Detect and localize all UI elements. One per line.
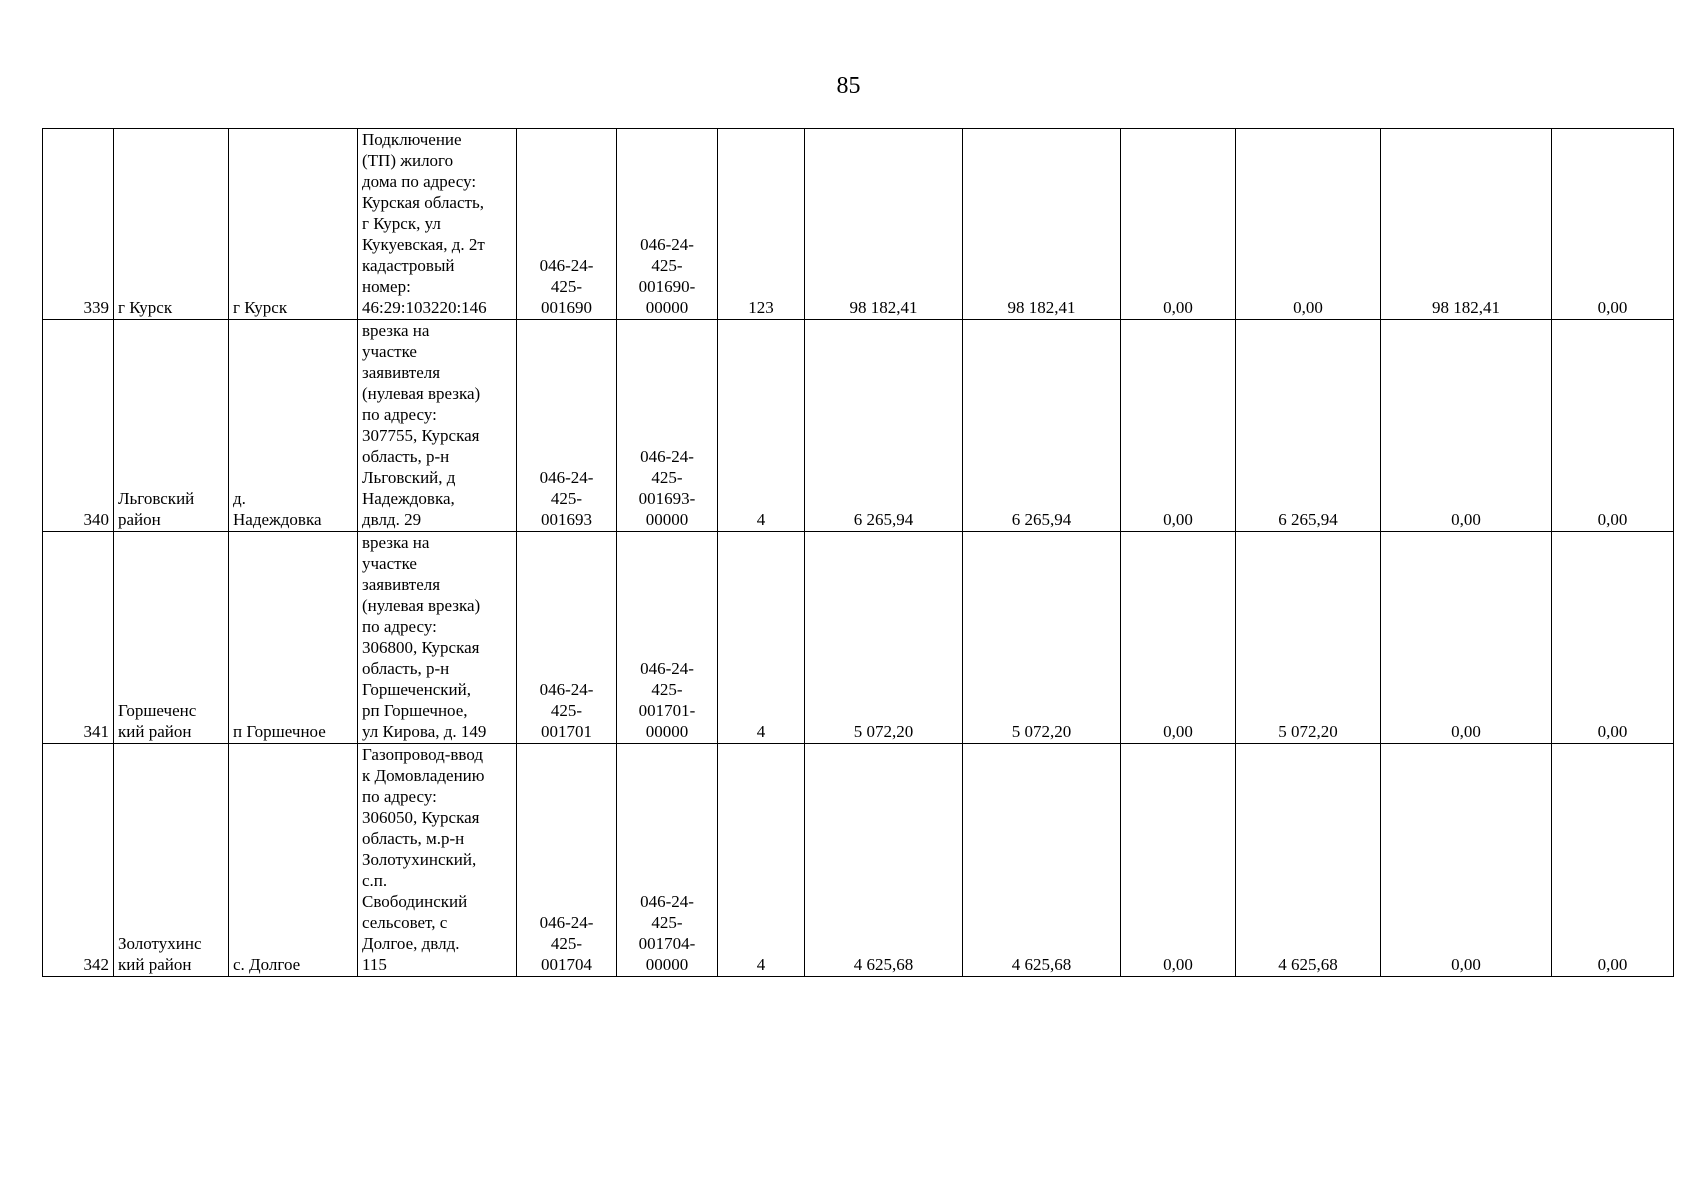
amount-cell: 5 072,20 [805,532,963,744]
settlement-cell: п Горшечное [229,532,358,744]
quantity-cell: 4 [718,532,805,744]
row-number-cell: 342 [43,744,114,977]
table-row [43,744,1674,977]
value-cell: 0,00 [1552,129,1674,320]
amount-cell: 98 182,41 [963,129,1121,320]
row-number-cell: 341 [43,532,114,744]
code-cell: 046-24- 425- 001704 [517,744,617,977]
amount-cell: 5 072,20 [963,532,1121,744]
district-cell: Льговский район [114,320,229,532]
amount-cell: 4 625,68 [963,744,1121,977]
quantity-cell: 123 [718,129,805,320]
amount-cell: 4 625,68 [805,744,963,977]
value-cell: 98 182,41 [1381,129,1552,320]
value-cell: 0,00 [1552,744,1674,977]
district-cell: Горшеченс кий район [114,532,229,744]
data-table [42,128,1674,977]
amount-cell: 98 182,41 [805,129,963,320]
district-cell: Золотухинс кий район [114,744,229,977]
value-cell: 0,00 [1552,532,1674,744]
page-number: 85 [836,73,861,99]
description-cell: Газопровод-ввод к Домовладению по адресу: 306050, Курская область, м.р-н Золотухинский, с.п. Свободинский сельсовет, с Долгое, двлд. 115 [358,744,517,977]
code-cell: 046-24- 425- 001693 [517,320,617,532]
table-row [43,320,1674,532]
value-cell: 0,00 [1381,532,1552,744]
value-cell: 0,00 [1236,129,1381,320]
quantity-cell: 4 [718,744,805,977]
row-number-cell: 340 [43,320,114,532]
value-cell: 0,00 [1381,744,1552,977]
full-code-cell: 046-24- 425- 001693- 00000 [617,320,718,532]
value-cell: 0,00 [1121,320,1236,532]
value-cell: 0,00 [1552,320,1674,532]
value-cell: 4 625,68 [1236,744,1381,977]
quantity-cell: 4 [718,320,805,532]
value-cell: 0,00 [1121,744,1236,977]
description-cell: врезка на участке заявивтеля (нулевая врезка) по адресу: 307755, Курская область, р-н Льговский, д Надеждовка, двлд. 29 [358,320,517,532]
amount-cell: 6 265,94 [963,320,1121,532]
full-code-cell: 046-24- 425- 001701- 00000 [617,532,718,744]
value-cell: 0,00 [1121,129,1236,320]
amount-cell: 6 265,94 [805,320,963,532]
settlement-cell: г Курск [229,129,358,320]
value-cell: 0,00 [1121,532,1236,744]
row-number-cell: 339 [43,129,114,320]
description-cell: врезка на участке заявивтеля (нулевая врезка) по адресу: 306800, Курская область, р-н Горшеченский, рп Горшечное, ул Кирова, д. 149 [358,532,517,744]
full-code-cell: 046-24- 425- 001704- 00000 [617,744,718,977]
code-cell: 046-24- 425- 001701 [517,532,617,744]
description-cell: Подключение (ТП) жилого дома по адресу: Курская область, г Курск, ул Кукуевская, д. 2т кадастровый номер: 46:29:103220:146 [358,129,517,320]
table-row [43,532,1674,744]
settlement-cell: с. Долгое [229,744,358,977]
full-code-cell: 046-24- 425- 001690- 00000 [617,129,718,320]
value-cell: 0,00 [1381,320,1552,532]
value-cell: 6 265,94 [1236,320,1381,532]
district-cell: г Курск [114,129,229,320]
settlement-cell: д. Надеждовка [229,320,358,532]
value-cell: 5 072,20 [1236,532,1381,744]
table-row [43,129,1674,320]
code-cell: 046-24- 425- 001690 [517,129,617,320]
